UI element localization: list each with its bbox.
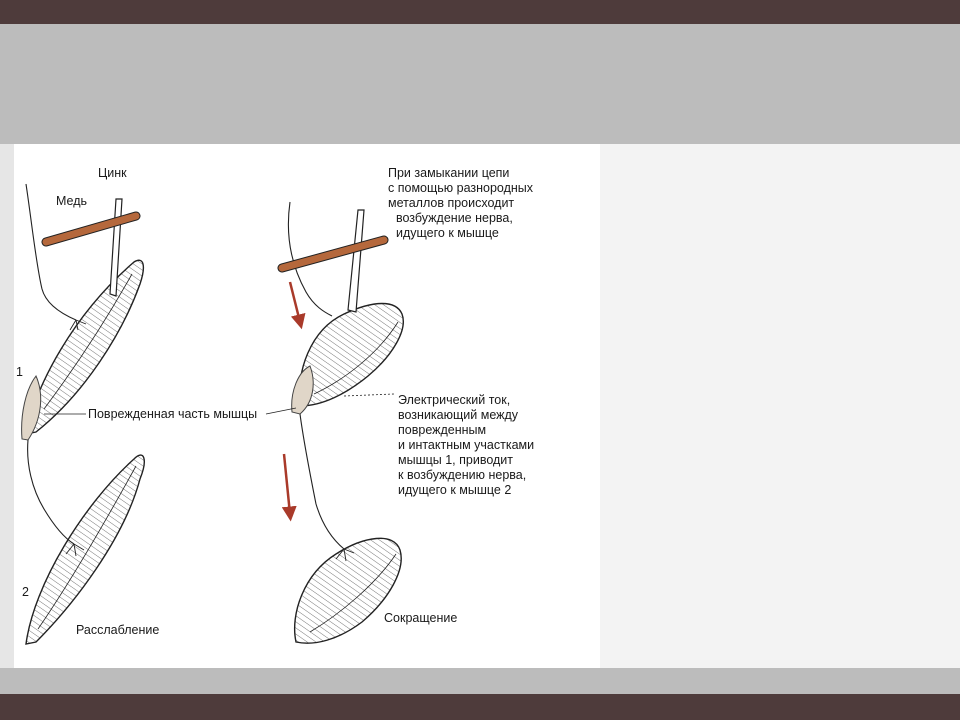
label-relaxation: Расслабление [76,623,160,637]
label-circuit-2: с помощью разнородных [388,181,534,195]
figure-panel [14,144,600,668]
bottom-bar [0,694,960,720]
label-current-4: и интактным участками [398,438,535,452]
damaged-part-right [292,366,313,414]
label-circuit-3: металлов происходит [388,196,515,210]
zinc-rod-right [348,210,364,312]
label-current-2: возникающий между [398,408,519,422]
label-current-7: идущего к мышце 2 [398,483,512,497]
footer-band [0,668,960,694]
top-bar [0,0,960,24]
label-muscle-2: 2 [22,585,29,599]
muscle-2-right [295,538,402,643]
label-contraction: Сокращение [384,611,458,625]
label-damaged-part: Поврежденная часть мышцы [88,407,258,421]
label-circuit-1: При замыкании цепи [388,166,510,180]
left-margin [0,144,14,668]
label-current-1: Электрический ток, [398,393,511,407]
arrow-top [290,282,300,322]
label-zinc: Цинк [98,166,127,180]
nerve-muscle-diagram [14,144,600,668]
label-current-3: поврежденным [398,423,487,437]
nerve-right-lower [300,414,344,549]
label-circuit-4: возбуждение нерва, [396,211,513,225]
right-blank-area [600,144,960,668]
label-circuit-5: идущего к мышце [396,226,499,240]
slide-header [0,24,960,144]
arrow-bottom [284,454,290,514]
label-current-5: мышцы 1, приводит [398,453,514,467]
label-muscle-1: 1 [16,365,23,379]
label-current-6: к возбуждению нерва, [398,468,527,482]
muscle-1-right [299,304,403,407]
nerve-left-lower [28,440,74,544]
label-copper: Медь [56,194,88,208]
